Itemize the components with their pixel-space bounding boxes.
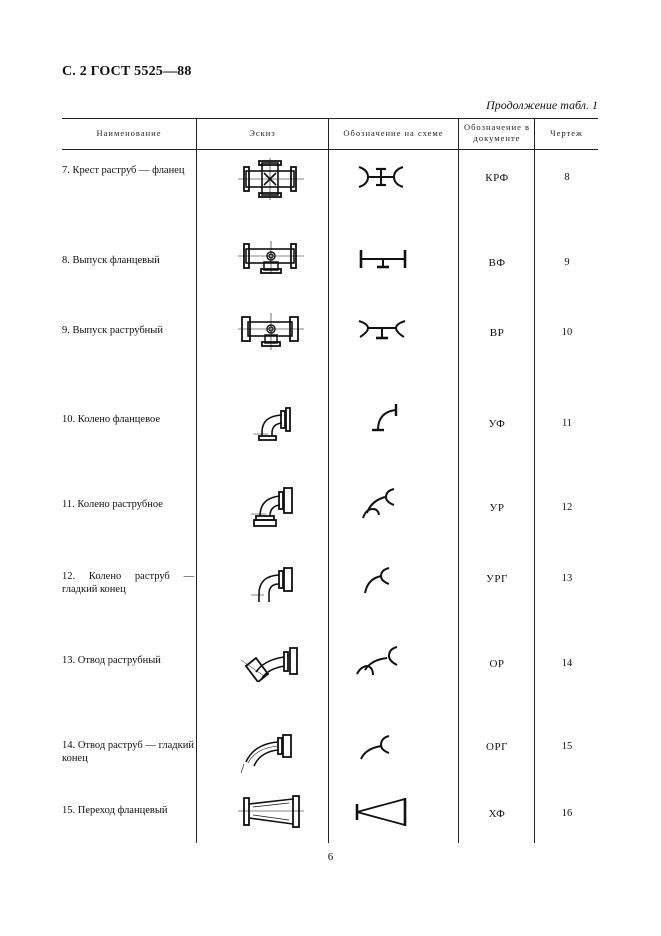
row-drawing-number: 11 — [561, 418, 573, 429]
column-divider — [458, 118, 459, 843]
socket-spigot-bend-symbol-icon — [358, 734, 392, 762]
row-drawing-number: 15 — [561, 741, 573, 752]
row-code: ХФ — [488, 808, 506, 820]
row-code: УФ — [488, 418, 506, 430]
flanged-elbow-icon — [252, 402, 296, 444]
row-name: 9. Выпуск раструбный — [62, 325, 163, 336]
socket-spigot-elbow-symbol-icon — [362, 566, 392, 596]
column-divider — [328, 118, 329, 843]
row-code: УР — [489, 502, 505, 514]
column-header-drawing: Чертеж — [550, 128, 583, 138]
table-top-rule — [62, 118, 598, 119]
row-drawing-number: 8 — [564, 172, 570, 183]
row-drawing-number: 14 — [561, 658, 573, 669]
column-divider — [196, 118, 197, 843]
row-drawing-number: 12 — [561, 502, 573, 513]
socket-outlet-symbol-icon — [356, 318, 408, 344]
column-header-name: Наименование — [96, 128, 162, 138]
socket-elbow-icon — [250, 484, 298, 530]
row-name: 7. Крест раструб — фланец — [62, 165, 185, 176]
flanged-reducer-icon — [236, 794, 306, 830]
table-continuation-label: Продолжение табл. 1 — [486, 98, 598, 112]
row-code: УРГ — [486, 573, 508, 585]
socket-bend-symbol-icon — [355, 644, 403, 678]
row-name: 14. Отвод раструб — гладкий конец — [62, 740, 194, 764]
row-code: ВР — [489, 327, 505, 339]
socket-outlet-icon — [236, 312, 306, 352]
column-header-sketch: Эскиз — [249, 128, 276, 138]
socket-spigot-bend-icon — [240, 732, 298, 774]
row-drawing-number: 16 — [561, 808, 573, 819]
row-code: ОРГ — [486, 741, 508, 753]
row-drawing-number: 9 — [564, 257, 570, 268]
table-header-rule — [62, 149, 598, 150]
row-code: ВФ — [488, 257, 506, 269]
page-number: 6 — [327, 851, 334, 863]
row-drawing-number: 13 — [561, 573, 573, 584]
flanged-elbow-symbol-icon — [368, 402, 404, 434]
row-name: 15. Переход фланцевый — [62, 805, 168, 816]
row-name: 11. Колено раструбное — [62, 499, 163, 510]
column-header-scheme: Обозначение на схеме — [343, 128, 444, 138]
row-name: 12. Колено раструб — гладкий конец — [62, 571, 194, 595]
row-code: ОР — [489, 658, 505, 670]
column-header-document: Обозначение в документе — [463, 122, 531, 143]
socket-spigot-elbow-icon — [250, 564, 296, 604]
column-divider — [534, 118, 535, 843]
row-name: 10. Колено фланцевое — [62, 414, 161, 425]
cross-socket-flange-icon — [236, 157, 306, 201]
flanged-outlet-symbol-icon — [357, 248, 409, 272]
cross-socket-flange-symbol-icon — [356, 164, 406, 190]
document-header: С. 2 ГОСТ 5525—88 — [62, 64, 192, 79]
flanged-outlet-icon — [236, 240, 306, 276]
flanged-reducer-symbol-icon — [352, 796, 410, 828]
row-drawing-number: 10 — [561, 327, 573, 338]
socket-elbow-symbol-icon — [361, 487, 399, 521]
row-code: КРФ — [485, 172, 509, 184]
row-name: 8. Выпуск фланцевый — [62, 255, 160, 266]
row-name: 13. Отвод раструбный — [62, 655, 161, 666]
socket-bend-icon — [240, 642, 302, 682]
